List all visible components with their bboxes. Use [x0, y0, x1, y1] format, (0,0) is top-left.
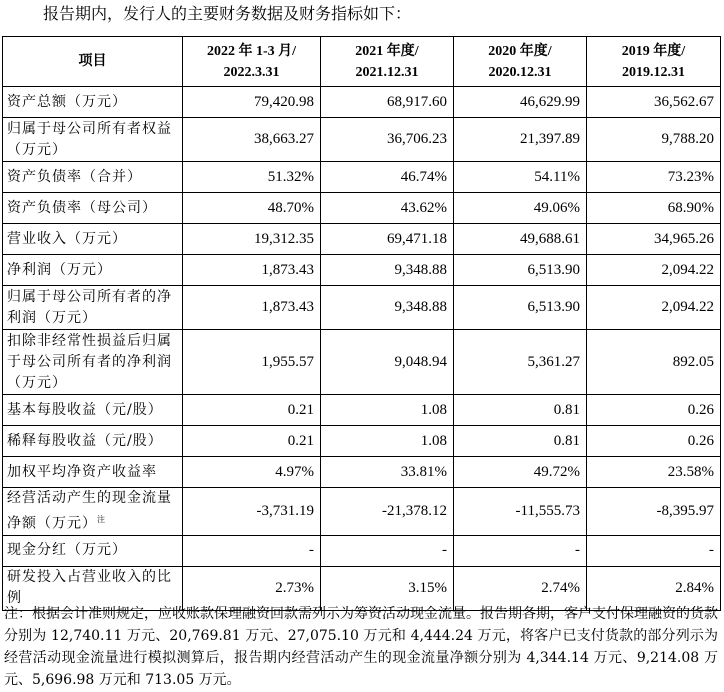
cell-value: -	[321, 535, 454, 566]
cell-value: -8,395.97	[587, 488, 721, 536]
cell-value: 1,873.43	[183, 255, 321, 286]
cell-value: -	[454, 535, 587, 566]
cell-value: -11,555.73	[454, 488, 587, 536]
cell-value: 0.21	[183, 395, 321, 426]
cell-value: 1,873.43	[183, 286, 321, 330]
row-label: 现金分红（万元）	[3, 535, 183, 566]
row-label: 资产负债率（母公司）	[3, 193, 183, 224]
cell-value: 68.90%	[587, 193, 721, 224]
cell-value: 73.23%	[587, 162, 721, 193]
cell-value: 38,663.27	[183, 118, 321, 162]
cell-value: 49.72%	[454, 457, 587, 488]
cell-value: 19,312.35	[183, 224, 321, 255]
cell-value: 1,955.57	[183, 330, 321, 395]
cell-value: 2.74%	[454, 566, 587, 610]
footnote-marker: 注	[97, 515, 105, 524]
cell-value: -	[587, 535, 721, 566]
cell-value: 2,094.22	[587, 286, 721, 330]
cell-value: 892.05	[587, 330, 721, 395]
cell-value: 36,706.23	[321, 118, 454, 162]
row-label: 资产负债率（合并）	[3, 162, 183, 193]
cell-value: 49,688.61	[454, 224, 587, 255]
table-row	[3, 255, 721, 286]
cell-value: 2,094.22	[587, 255, 721, 286]
table-row	[3, 224, 721, 255]
cell-value: 0.26	[587, 395, 721, 426]
footnote-text: 注：根据会计准则规定，应收账款保理融资回款需列示为筹资活动现金流量。报告期各期，客户支付保理融资的货款分别为 12,740.11 万元、20,769.81 万元、27,075.10 万元和 4,444.24 万元，将客户已支付货款的部分列示为经营活动现金流量进行模拟测算后，报告期内经营活动产生的现金流量净额分别为 4,344.14 万元、9,214.08 万元、5,696.98 万元和 713.05 万元。	[4, 606, 718, 688]
cell-value: 79,420.98	[183, 87, 321, 118]
header-period-2022q1	[183, 37, 321, 87]
cell-value: 9,348.88	[321, 255, 454, 286]
cell-value: -21,378.12	[321, 488, 454, 536]
cell-value: 46.74%	[321, 162, 454, 193]
row-label: 资产总额（万元）	[3, 87, 183, 118]
cell-value: 2.84%	[587, 566, 721, 610]
cell-value: 6,513.90	[454, 286, 587, 330]
table-row	[3, 535, 721, 566]
header-period-2020	[454, 37, 587, 87]
cell-value: 3.15%	[321, 566, 454, 610]
cell-value: 68,917.60	[321, 87, 454, 118]
cell-value: 0.26	[587, 426, 721, 457]
table-row	[3, 118, 721, 162]
table-row	[3, 330, 721, 395]
table-body	[3, 87, 721, 611]
cell-value: 23.58%	[587, 457, 721, 488]
table-row	[3, 457, 721, 488]
cell-value: 43.62%	[321, 193, 454, 224]
row-label: 净利润（万元）	[3, 255, 183, 286]
row-label: 研发投入占营业收入的比例	[3, 566, 183, 610]
row-label: 归属于母公司所有者的净利润（万元）	[3, 286, 183, 330]
cell-value: 9,348.88	[321, 286, 454, 330]
cell-value: 21,397.89	[454, 118, 587, 162]
row-label: 营业收入（万元）	[3, 224, 183, 255]
cell-value: -	[183, 535, 321, 566]
cell-value: 48.70%	[183, 193, 321, 224]
cell-value: 1.08	[321, 395, 454, 426]
row-label-with-note	[3, 488, 183, 536]
header-item: 项目	[3, 37, 183, 87]
cell-value: 0.21	[183, 426, 321, 457]
header-line2: 2020.12.31	[488, 64, 552, 80]
row-label: 归属于母公司所有者权益（万元）	[3, 118, 183, 162]
intro-text: 报告期内，发行人的主要财务数据及财务指标如下：	[43, 4, 412, 23]
header-line1: 2019 年度/	[621, 43, 686, 59]
table-row	[3, 87, 721, 118]
row-label: 基本每股收益（元/股）	[3, 395, 183, 426]
cell-value: 33.81%	[321, 457, 454, 488]
cell-value: 49.06%	[454, 193, 587, 224]
cell-value: -3,731.19	[183, 488, 321, 536]
table-row	[3, 395, 721, 426]
header-period-2019	[587, 37, 721, 87]
table-row	[3, 193, 721, 224]
cell-value: 1.08	[321, 426, 454, 457]
cell-value: 54.11%	[454, 162, 587, 193]
row-label: 经营活动产生的现金流量净额（万元）	[7, 490, 172, 532]
cell-value: 36,562.67	[587, 87, 721, 118]
table-row	[3, 286, 721, 330]
table-row	[3, 162, 721, 193]
table-header-row	[3, 37, 721, 87]
cell-value: 4.97%	[183, 457, 321, 488]
cell-value: 9,788.20	[587, 118, 721, 162]
cell-value: 69,471.18	[321, 224, 454, 255]
header-line2: 2022.3.31	[223, 64, 280, 80]
cell-value: 2.73%	[183, 566, 321, 610]
cell-value: 51.32%	[183, 162, 321, 193]
cell-value: 0.81	[454, 426, 587, 457]
header-line1: 2021 年度/	[355, 43, 419, 59]
row-label: 加权平均净资产收益率	[3, 457, 183, 488]
cell-value: 5,361.27	[454, 330, 587, 395]
row-label: 稀释每股收益（元/股）	[3, 426, 183, 457]
cell-value: 6,513.90	[454, 255, 587, 286]
header-line2: 2019.12.31	[622, 64, 685, 80]
cell-value: 46,629.99	[454, 87, 587, 118]
header-period-2021	[321, 37, 454, 87]
header-line1: 2020 年度/	[488, 43, 552, 59]
cell-value: 0.81	[454, 395, 587, 426]
cell-value: 34,965.26	[587, 224, 721, 255]
table-row	[3, 488, 721, 536]
financial-data-table	[2, 36, 721, 611]
header-line2: 2021.12.31	[355, 64, 419, 80]
cell-value: 9,048.94	[321, 330, 454, 395]
row-label: 扣除非经常性损益后归属于母公司所有者的净利润（万元）	[3, 330, 183, 395]
table-row	[3, 426, 721, 457]
header-line1: 2022 年 1-3 月/	[206, 43, 297, 59]
